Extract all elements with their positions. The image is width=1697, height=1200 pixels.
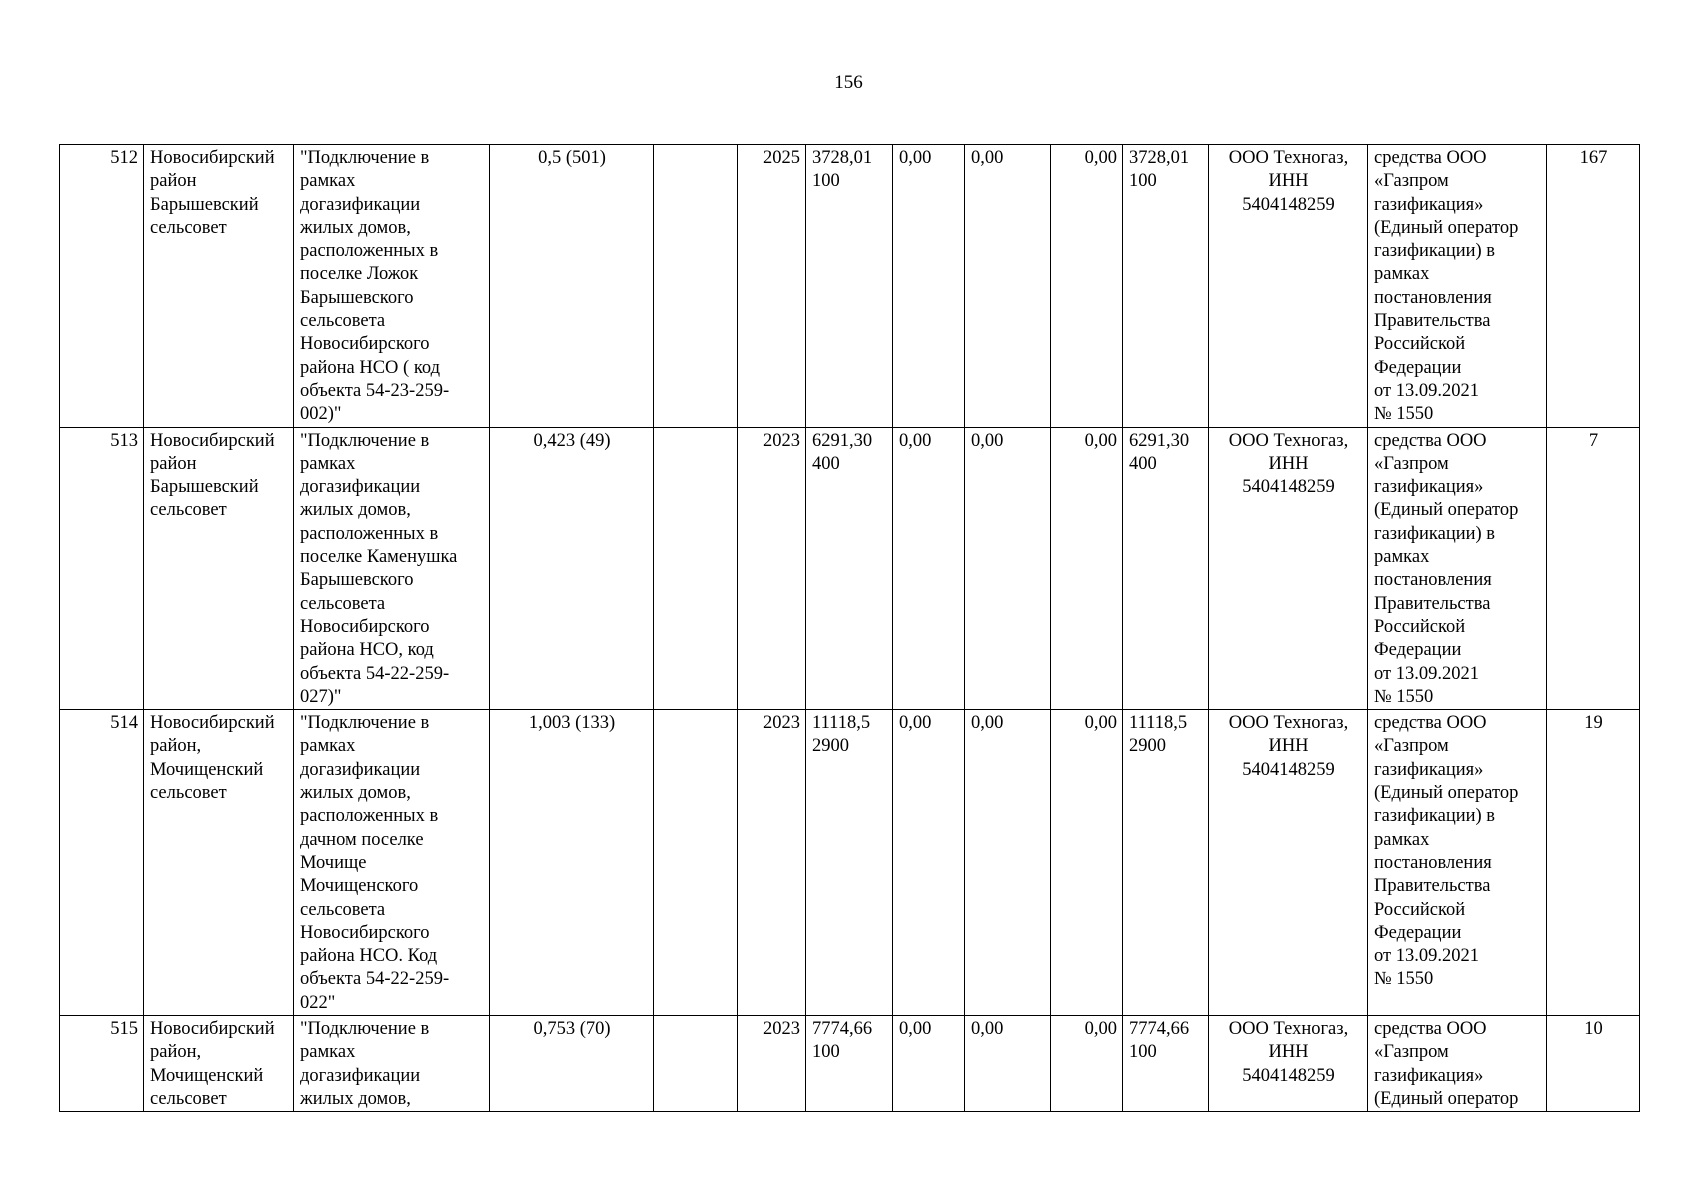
- row-number-cell: [60, 710, 144, 1016]
- object-description-cell-text: "Подключение в рамках догазификации жилых домов, расположенных в дачном поселке Мочище Мочищенского сельсовета Новосибирского района НСО. Код объекта 54-22-259- 022": [300, 713, 450, 1013]
- budget-local-cell: [1051, 1015, 1123, 1111]
- organization-cell-text: ООО Техногаз, ИНН 5404148259: [1228, 1018, 1349, 1086]
- budget-regional-cell: [965, 427, 1051, 710]
- budget-regional-cell-text: 0,00: [971, 148, 1004, 168]
- budget-regional-cell: [965, 1015, 1051, 1111]
- object-description-cell-text: "Подключение в рамках догазификации жилых домов, расположенных в поселке Ложок Барышевского сельсовета Новосибирского района НСО ( код объекта 54-23-259- 002)": [300, 148, 450, 425]
- district-cell: [144, 710, 294, 1016]
- total-cost-cell: [806, 145, 893, 428]
- extrabudget-cell: [1123, 427, 1209, 710]
- extrabudget-cell-text: 6291,30 400: [1129, 430, 1190, 474]
- empty-cell: [654, 427, 738, 710]
- funding-source-cell: [1368, 1015, 1547, 1111]
- object-description-cell: [294, 710, 490, 1016]
- object-description-cell-text: "Подключение в рамках догазификации жилых домов,: [300, 1018, 430, 1109]
- table-row: [60, 427, 1640, 710]
- year-cell: [738, 1015, 806, 1111]
- year-cell-text: 2023: [763, 430, 800, 451]
- budget-federal-cell: [893, 427, 965, 710]
- households-count-cell-text: 7: [1588, 430, 1599, 451]
- budget-federal-cell: [893, 710, 965, 1016]
- budget-regional-cell: [965, 145, 1051, 428]
- total-cost-cell-text: 3728,01 100: [812, 148, 873, 192]
- total-cost-cell-text: 11118,5 2900: [812, 713, 871, 757]
- row-number-cell-text: 515: [110, 1018, 138, 1039]
- organization-cell-text: ООО Техногаз, ИНН 5404148259: [1228, 713, 1349, 780]
- table-row: [60, 710, 1640, 1016]
- budget-federal-cell: [893, 1015, 965, 1111]
- households-count-cell: [1547, 1015, 1640, 1111]
- district-cell-text: Новосибирский район, Мочищенский сельсовет: [150, 1018, 275, 1109]
- funding-source-cell-text: средства ООО «Газпром газификация» (Единый оператор газификации) в рамках постановления Правительства Российской Федерации от 13.09.2021 № 1550: [1374, 148, 1519, 425]
- district-cell: [144, 1015, 294, 1111]
- length-cell: [490, 145, 654, 428]
- year-cell-text: 2023: [763, 1018, 800, 1039]
- program-table: [59, 144, 1640, 1112]
- district-cell-text: Новосибирский район Барышевский сельсовет: [150, 148, 275, 238]
- extrabudget-cell-text: 3728,01 100: [1129, 148, 1190, 192]
- budget-federal-cell: [893, 145, 965, 428]
- length-cell-text: 1,003 (133): [528, 713, 616, 734]
- length-cell-text: 0,5 (501): [538, 148, 606, 168]
- organization-cell: [1209, 427, 1368, 710]
- table-body: [60, 145, 1640, 1112]
- organization-cell: [1209, 710, 1368, 1016]
- total-cost-cell-text: 6291,30 400: [812, 430, 873, 474]
- extrabudget-cell: [1123, 145, 1209, 428]
- object-description-cell-text: "Подключение в рамках догазификации жилых домов, расположенных в поселке Каменушка Барышевского сельсовета Новосибирского района НСО, код объекта 54-22-259- 027)": [300, 430, 458, 707]
- budget-local-cell-text: 0,00: [1084, 1018, 1117, 1039]
- budget-federal-cell-text: 0,00: [899, 1018, 932, 1039]
- budget-federal-cell-text: 0,00: [899, 148, 932, 168]
- households-count-cell: [1547, 710, 1640, 1016]
- funding-source-cell-text: средства ООО «Газпром газификация» (Единый оператор газификации) в рамках постановления Правительства Российской Федерации от 13.09.2021 № 1550: [1374, 430, 1519, 707]
- organization-cell-text: ООО Техногаз, ИНН 5404148259: [1228, 430, 1349, 498]
- row-number-cell: [60, 427, 144, 710]
- households-count-cell: [1547, 145, 1640, 428]
- budget-local-cell-text: 0,00: [1084, 713, 1117, 734]
- table-row: [60, 145, 1640, 428]
- year-cell-text: 2023: [763, 713, 800, 734]
- row-number-cell-text: 512: [110, 148, 138, 168]
- empty-cell: [654, 145, 738, 428]
- length-cell: [490, 710, 654, 1016]
- length-cell: [490, 1015, 654, 1111]
- length-cell: [490, 427, 654, 710]
- total-cost-cell-text: 7774,66 100: [812, 1018, 873, 1063]
- budget-regional-cell-text: 0,00: [971, 713, 1004, 734]
- row-number-cell: [60, 1015, 144, 1111]
- district-cell: [144, 427, 294, 710]
- funding-source-cell: [1368, 427, 1547, 710]
- year-cell: [738, 710, 806, 1016]
- page-number: 156: [834, 72, 863, 93]
- funding-source-cell: [1368, 145, 1547, 428]
- district-cell: [144, 145, 294, 428]
- year-cell: [738, 145, 806, 428]
- budget-local-cell: [1051, 427, 1123, 710]
- empty-cell: [654, 1015, 738, 1111]
- budget-regional-cell: [965, 710, 1051, 1016]
- row-number-cell: [60, 145, 144, 428]
- extrabudget-cell-text: 7774,66 100: [1129, 1018, 1190, 1063]
- table-row: [60, 1015, 1640, 1111]
- organization-cell: [1209, 145, 1368, 428]
- total-cost-cell: [806, 710, 893, 1016]
- length-cell-text: 0,753 (70): [533, 1018, 611, 1039]
- budget-federal-cell-text: 0,00: [899, 713, 932, 734]
- funding-source-cell-text: средства ООО «Газпром газификация» (Единый оператор газификации) в рамках постановления Правительства Российской Федерации от 13.09.2021 № 1550: [1374, 713, 1519, 990]
- year-cell: [738, 427, 806, 710]
- funding-source-cell-text: средства ООО «Газпром газификация» (Единый оператор: [1374, 1018, 1519, 1109]
- object-description-cell: [294, 427, 490, 710]
- extrabudget-cell: [1123, 1015, 1209, 1111]
- budget-local-cell-text: 0,00: [1084, 430, 1117, 451]
- households-count-cell-text: 19: [1584, 713, 1603, 734]
- budget-local-cell-text: 0,00: [1084, 148, 1117, 168]
- organization-cell: [1209, 1015, 1368, 1111]
- object-description-cell: [294, 145, 490, 428]
- households-count-cell-text: 167: [1579, 148, 1608, 168]
- funding-source-cell: [1368, 710, 1547, 1016]
- row-number-cell-text: 513: [110, 430, 138, 451]
- budget-regional-cell-text: 0,00: [971, 430, 1004, 451]
- households-count-cell-text: 10: [1584, 1018, 1603, 1039]
- budget-local-cell: [1051, 145, 1123, 428]
- row-number-cell-text: 514: [110, 713, 138, 734]
- extrabudget-cell: [1123, 710, 1209, 1016]
- total-cost-cell: [806, 427, 893, 710]
- budget-local-cell: [1051, 710, 1123, 1016]
- empty-cell: [654, 710, 738, 1016]
- length-cell-text: 0,423 (49): [533, 430, 611, 451]
- object-description-cell: [294, 1015, 490, 1111]
- budget-federal-cell-text: 0,00: [899, 430, 932, 451]
- district-cell-text: Новосибирский район Барышевский сельсовет: [150, 430, 275, 521]
- budget-regional-cell-text: 0,00: [971, 1018, 1004, 1039]
- district-cell-text: Новосибирский район, Мочищенский сельсовет: [150, 713, 275, 804]
- organization-cell-text: ООО Техногаз, ИНН 5404148259: [1228, 148, 1349, 215]
- year-cell-text: 2025: [763, 148, 800, 168]
- extrabudget-cell-text: 11118,5 2900: [1129, 713, 1188, 757]
- households-count-cell: [1547, 427, 1640, 710]
- total-cost-cell: [806, 1015, 893, 1111]
